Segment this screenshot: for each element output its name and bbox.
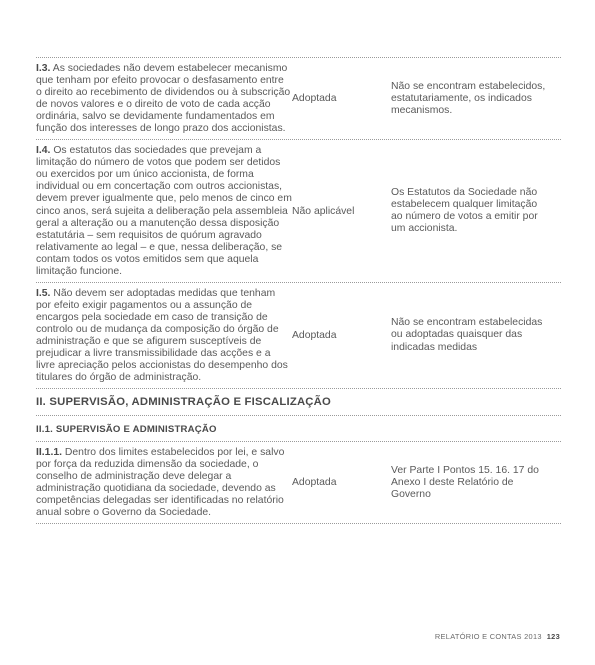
recommendation-ref: I.4. (36, 145, 51, 157)
status-cell (292, 442, 391, 523)
table-row (36, 441, 561, 524)
status-text: Adoptada (292, 93, 337, 105)
comment-text: Não se encontram estabelecidos, estatutariamente, os indicados mecanismos. (391, 80, 546, 116)
status-cell (292, 283, 391, 388)
table-row (36, 282, 561, 388)
recommendation-text (36, 140, 292, 282)
recommendation-ref: I.5. (36, 287, 51, 299)
status-text: Adoptada (292, 477, 337, 489)
recommendation-body: As sociedades não devem estabelecer mecanismo que tenham por efeito provocar o desfasamento entre o direito ao recebimento de dividendos ou à subscrição de novos valores e o direito de voto de cada acção ordinária, salvo se devidamente fundamentados em função dos interesses de longo prazo dos accionistas. (36, 63, 291, 135)
section-heading: II. SUPERVISÃO, ADMINISTRAÇÃO E FISCALIZAÇÃO (36, 388, 561, 415)
comment-cell (391, 283, 551, 388)
subsection-heading: II.1. SUPERVISÃO E ADMINISTRAÇÃO (36, 415, 561, 441)
comment-cell (391, 442, 551, 523)
recommendation-ref: I.3. (36, 63, 51, 74)
recommendation-text (36, 58, 292, 139)
recommendation-body: Não devem ser adoptadas medidas que tenham por efeito exigir pagamentos ou a assunção de encargos pela sociedade em caso de transição de controlo ou de mudança da composição do órgão de administração e que se afigurem susceptíveis de prejudicar a livre transmissibilidade das acções e a livre apreciação pelos accionistas do desempenho dos titulares do órgão de administração. (36, 287, 288, 384)
table-row (36, 139, 561, 282)
status-cell (292, 58, 391, 139)
recommendation-ref: II.1.1. (36, 447, 62, 459)
status-text: Não aplicável (292, 205, 355, 217)
status-text: Adoptada (292, 329, 337, 341)
recommendation-text (36, 283, 292, 388)
status-cell (292, 140, 391, 282)
recommendation-body: Dentro dos limites estabelecidos por lei, e salvo por força da reduzida dimensão da sociedade, o conselho de administração deve delegar a administração quotidiana da sociedade, devendo as competências delegadas ser identificadas no relatório anual sobre o Governo da Sociedade. (36, 447, 285, 519)
recommendation-body: Os estatutos das sociedades que prevejam a limitação do número de votos que podem ser detidos ou exercidos por um único accionista, de forma individual ou em concertação com outros accionistas, devem prever igualmente que, pelo menos de cinco em cinco anos, será sujeita a deliberação pela assembleia geral a alteração ou a manutenção dessa disposição estatutária – sem requisitos de quórum agravado relativamente ao legal – e que, nessa deliberação, se contam todos os votos emitidos sem que aquela limitação funcione. (36, 145, 292, 277)
recommendation-text (36, 442, 292, 523)
footer-label: RELATÓRIO E CONTAS 2013 (434, 632, 542, 641)
comment-cell (391, 58, 551, 139)
comment-text: Ver Parte I Pontos 15. 16. 17 do Anexo I deste Relatório de Governo (391, 464, 539, 500)
comment-text: Não se encontram estabelecidas ou adoptadas quaisquer das indicadas medidas (391, 317, 543, 353)
page-number: 123 (546, 632, 560, 641)
governance-table (36, 57, 561, 524)
table-row (36, 57, 561, 139)
comment-cell (391, 140, 551, 282)
comment-text: Os Estatutos da Sociedade não estabelecem qualquer limitação ao número de votos a emitir por um accionista. (391, 186, 538, 235)
page-footer (0, 632, 560, 641)
